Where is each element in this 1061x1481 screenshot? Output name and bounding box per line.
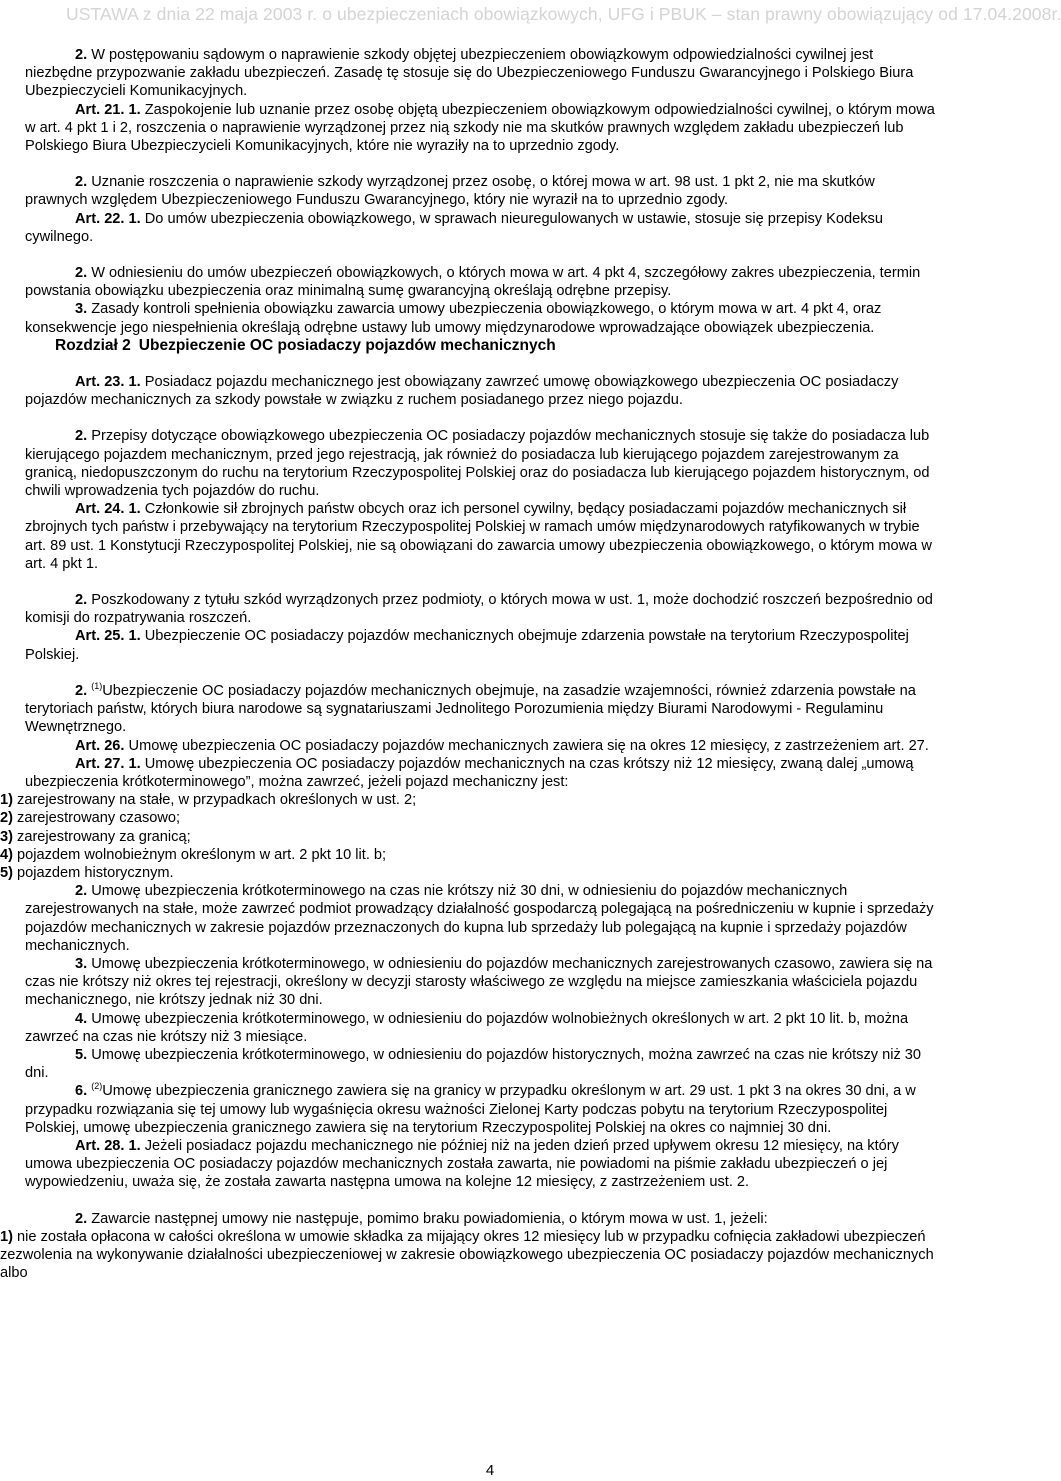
header-title: USTAWA z dnia 22 maja 2003 r. o ubezpieczeniach obowiązkowych, UFG i PBUK – stan prawny obowiązujący od 17.04.2008r. bbox=[66, 4, 1061, 24]
list-item-text: zarejestrowany czasowo; bbox=[12, 810, 181, 827]
paragraph bbox=[25, 373, 940, 409]
page-number: 4 bbox=[485, 1462, 495, 1479]
list-item bbox=[0, 828, 940, 846]
paragraph-number: 2. bbox=[75, 174, 88, 191]
article-number: Art. 23. 1. bbox=[75, 374, 141, 391]
paragraph bbox=[25, 300, 940, 336]
article-number: Art. 21. 1. bbox=[75, 101, 141, 118]
paragraph bbox=[25, 173, 940, 209]
list-item-number: 1) bbox=[0, 792, 13, 809]
paragraph-text: Do umów ubezpieczenia obowiązkowego, w sprawach nieuregulowanych w ustawie, stosuje się przepisy Kodeksu cywilnego. bbox=[25, 210, 883, 245]
paragraph-number: 2. bbox=[75, 265, 88, 282]
paragraph-text: Zasady kontroli spełnienia obowiązku zawarcia umowy ubezpieczenia obowiązkowego, o którym mowa w art. 4 pkt 4, oraz konsekwencje jego niespełnienia określają odrębne ustawy lub umowy międzynarodowe wprowadzające obowiązek ubezpieczenia. bbox=[25, 301, 882, 336]
paragraph-number: 2. bbox=[75, 592, 88, 609]
paragraph-number: 4. bbox=[75, 1010, 88, 1027]
list-item-number: 1) bbox=[0, 1228, 13, 1245]
list-item-number: 4) bbox=[0, 846, 13, 863]
article-number: Art. 26. bbox=[75, 737, 125, 754]
paragraph-text: Ubezpieczenie OC posiadaczy pojazdów mechanicznych obejmuje zdarzenia powstałe na terytorium Rzeczypospolitej Polskiej. bbox=[25, 628, 909, 663]
paragraph bbox=[25, 264, 940, 300]
paragraph bbox=[25, 591, 940, 627]
paragraph-text: Ubezpieczenie OC posiadaczy pojazdów mechanicznych obejmuje, na zasadzie wzajemności, również zdarzenia powstałe na terytoriach państw, których biura narodowe są sygnatariuszami Jednolitego Porozumienia między Biurami Narodowymi - Regulaminu Wewnętrznego. bbox=[25, 682, 916, 736]
paragraph-text: Poszkodowany z tytułu szkód wyrządzonych przez podmioty, o których mowa w ust. 1, może dochodzić roszczeń bezpośrednio od komisji do rozpatrywania roszczeń. bbox=[25, 592, 933, 627]
paragraph-text: W postępowaniu sądowym o naprawienie szkody objętej ubezpieczeniem obowiązkowym odpowiedzialności cywilnej jest niezbędne przypozwanie zakładu ubezpieczeń. Zasadę tę stosuje się do Ubezpieczeniowego Funduszu Gwarancyjnego i Polskiego Biura Ubezpieczycieli Komunikacyjnych. bbox=[25, 47, 914, 100]
list-item-text: pojazdem wolnobieżnym określonym w art. 2 pkt 10 lit. b; bbox=[12, 846, 387, 863]
paragraph bbox=[25, 737, 940, 755]
paragraph-number: 2. bbox=[75, 1210, 88, 1227]
paragraph-text: Umowę ubezpieczenia OC posiadaczy pojazdów mechanicznych zawiera się na okres 12 miesięcy, z zastrzeżeniem art. 27. bbox=[124, 737, 929, 754]
article-number: Art. 28. 1. bbox=[75, 1137, 141, 1154]
paragraph-text: Jeżeli posiadacz pojazdu mechanicznego nie później niż na jeden dzień przed upływem okresu 12 miesięcy, na który umowa ubezpieczenia OC posiadaczy pojazdów mechanicznych została zawarta, nie powiadomi na piśmie zakładu ubezpieczeń o jej wypowiedzeniu, uważa się, że została zawarta następna umowa na kolejne 12 miesięcy, z zastrzeżeniem ust. 2. bbox=[25, 1137, 899, 1191]
list-item-number: 2) bbox=[0, 810, 13, 827]
paragraph bbox=[25, 627, 940, 663]
paragraph bbox=[25, 427, 940, 500]
paragraph bbox=[25, 1210, 940, 1228]
paragraph bbox=[25, 1046, 940, 1082]
paragraph-number: 2. bbox=[75, 428, 88, 445]
paragraph-number: 2. bbox=[75, 883, 88, 900]
footnote-marker: (2) bbox=[91, 1081, 103, 1092]
article-number: Art. 22. 1. bbox=[75, 210, 141, 227]
paragraph bbox=[25, 1137, 940, 1192]
paragraph-number: 6. bbox=[75, 1083, 88, 1100]
paragraph-number: 2. bbox=[75, 47, 88, 63]
paragraph-text: Członkowie sił zbrojnych państw obcych oraz ich personel cywilny, będący posiadaczami pojazdów mechanicznych sił zbrojnych tych państw i przebywający na terytorium Rzeczypospolitej Polskiej w ramach umów międzynarodowych ratyfikowanych w trybie art. 89 ust. 1 Konstytucji Rzeczypospolitej Polskiej, nie są obowiązani do zawarcia umowy ubezpieczenia obowiązkowego, o którym mowa w art. 4 pkt 1. bbox=[25, 501, 932, 572]
paragraph bbox=[25, 955, 940, 1010]
footnote-marker: (1) bbox=[91, 680, 103, 691]
article-number: Art. 24. 1. bbox=[75, 501, 141, 518]
list-item-number: 3) bbox=[0, 828, 13, 845]
list-item-text: zarejestrowany za granicą; bbox=[12, 828, 191, 845]
list-item-text: nie została opłacona w całości określona w umowie składka za mijający okres 12 miesięcy lub w przypadku cofnięcia zakładowi ubezpieczeń zezwolenia na wykonywanie działalności ubezpieczeniowej w zakresie obowiązkowego ubezpieczenia OC posiadaczy pojazdów mechanicznych albo bbox=[0, 1228, 934, 1282]
page-header bbox=[0, 0, 1061, 34]
paragraph-text: Posiadacz pojazdu mechanicznego jest obowiązany zawrzeć umowę obowiązkowego ubezpieczenia OC posiadaczy pojazdów mechanicznych za szkody powstałe w związku z ruchem posiadanego przez niego pojazdu. bbox=[25, 374, 899, 409]
document-body bbox=[0, 46, 940, 1282]
list-item bbox=[0, 791, 940, 809]
paragraph bbox=[25, 1010, 940, 1046]
chapter-title: Ubezpieczenie OC posiadaczy pojazdów mechanicznych bbox=[138, 336, 556, 354]
paragraph bbox=[25, 882, 940, 955]
list-item bbox=[0, 864, 940, 882]
list-item bbox=[0, 1228, 940, 1283]
paragraph-text: Zawarcie następnej umowy nie następuje, pomimo braku powiadomienia, o którym mowa w ust. 1, jeżeli: bbox=[87, 1210, 768, 1227]
paragraph-text: Zaspokojenie lub uznanie przez osobę objętą ubezpieczeniem obowiązkowym odpowiedzialności cywilnej, o którym mowa w art. 4 pkt 1 i 2, roszczenia o naprawienie wyrządzonej przez nią szkody nie ma skutków prawnych względem zakładu ubezpieczeń lub Polskiego Biura Ubezpieczycieli Komunikacyjnych, które nie wyraziły na to uprzednio zgody. bbox=[25, 101, 935, 155]
list-item bbox=[0, 846, 940, 864]
article-number: Art. 27. 1. bbox=[75, 755, 141, 772]
paragraph-text: W odniesieniu do umów ubezpieczeń obowiązkowych, o których mowa w art. 4 pkt 4, szczegółowy zakres ubezpieczenia, termin powstania obowiązku ubezpieczenia oraz minimalną sumę gwarancyjną określają odrębne przepisy. bbox=[25, 265, 921, 300]
list-item bbox=[0, 809, 940, 827]
paragraph-text: Uznanie roszczenia o naprawienie szkody wyrządzonej przez osobę, o której mowa w art. 98 ust. 1 pkt 2, nie ma skutków prawnych względem Ubezpieczeniowego Funduszu Gwarancyjnego, który nie wyraził na to uprzednio zgody. bbox=[25, 174, 875, 209]
paragraph-number: 3. bbox=[75, 301, 88, 318]
list-item-text: zarejestrowany na stałe, w przypadkach określonych w ust. 2; bbox=[12, 792, 417, 809]
paragraph bbox=[25, 46, 940, 101]
paragraph bbox=[25, 682, 940, 737]
paragraph-text: Umowę ubezpieczenia krótkoterminowego, w odniesieniu do pojazdów mechanicznych zarejestrowanych czasowo, zawiera się na czas nie krótszy niż okres tej rejestracji, określony w decyzji starosty właściwego ze względu na miejsce zamieszkania właściciela pojazdu mechanicznego, nie krótszy jednak niż 30 dni. bbox=[25, 955, 933, 1009]
paragraph-text: Umowę ubezpieczenia krótkoterminowego, w odniesieniu do pojazdów historycznych, można zawrzeć na czas nie krótszy niż 30 dni. bbox=[25, 1046, 922, 1082]
chapter-number: Rozdział 2 bbox=[55, 336, 131, 354]
paragraph-text: Umowę ubezpieczenia OC posiadaczy pojazdów mechanicznych na czas krótszy niż 12 miesięcy, zwaną dalej „umową ubezpieczenia krótkoterminowego”, można zawrzeć, jeżeli pojazd mechaniczny jest: bbox=[25, 755, 914, 790]
article-number: Art. 25. 1. bbox=[75, 628, 141, 645]
paragraph bbox=[25, 755, 940, 791]
paragraph-text: Umowę ubezpieczenia granicznego zawiera się na granicy w przypadku określonym w art. 29 ust. 1 pkt 3 na okres 30 dni, a w przypadku rozwiązania się tej umowy lub wygaśnięcia okresu ważności Zielonej Karty podczas pobytu na terytorium Rzeczypospolitej Polskiej, umowę ubezpieczenia granicznego zawiera się na terytorium Rzeczypospolitej Polskiej na okres co najmniej 30 dni. bbox=[25, 1083, 916, 1136]
paragraph bbox=[25, 1082, 940, 1137]
list-item-text: pojazdem historycznym. bbox=[12, 864, 174, 881]
list-item-number: 5) bbox=[0, 864, 13, 881]
paragraph-text: Umowę ubezpieczenia krótkoterminowego, w odniesieniu do pojazdów wolnobieżnych określonych w art. 2 pkt 10 lit. b, można zawrzeć na czas nie krótszy niż 3 miesiące. bbox=[25, 1010, 909, 1045]
paragraph bbox=[25, 101, 940, 156]
paragraph bbox=[25, 500, 940, 573]
chapter-heading bbox=[55, 337, 940, 355]
paragraph-text: Przepisy dotyczące obowiązkowego ubezpieczenia OC posiadaczy pojazdów mechanicznych stosuje się także do posiadacza lub kierującego pojazdem mechanicznym, przed jego rejestracją, jak również do posiadacza lub kierującego pojazdem zarejestrowanym za granicą, niedopuszczonym do ruchu na terytorium Rzeczypospolitej Polskiej oraz do posiadacza lub kierującego pojazdem historycznym, od chwili wprowadzenia tych pojazdów do ruchu. bbox=[25, 428, 930, 500]
paragraph bbox=[25, 210, 940, 246]
paragraph-text: Umowę ubezpieczenia krótkoterminowego na czas nie krótszy niż 30 dni, w odniesieniu do pojazdów mechanicznych zarejestrowanych na stałe, może zawrzeć podmiot prowadzący działalność gospodarczą polegającą na pośredniczeniu w kupnie i sprzedaży pojazdów mechanicznych w zakresie pojazdów przeznaczonych do kupna lub sprzedaży lub polegającą na kupnie i sprzedaży pojazdów mechanicznych. bbox=[25, 883, 934, 954]
paragraph-number: 2. bbox=[75, 682, 88, 699]
paragraph-number: 3. bbox=[75, 955, 88, 972]
paragraph-number: 5. bbox=[75, 1046, 88, 1063]
